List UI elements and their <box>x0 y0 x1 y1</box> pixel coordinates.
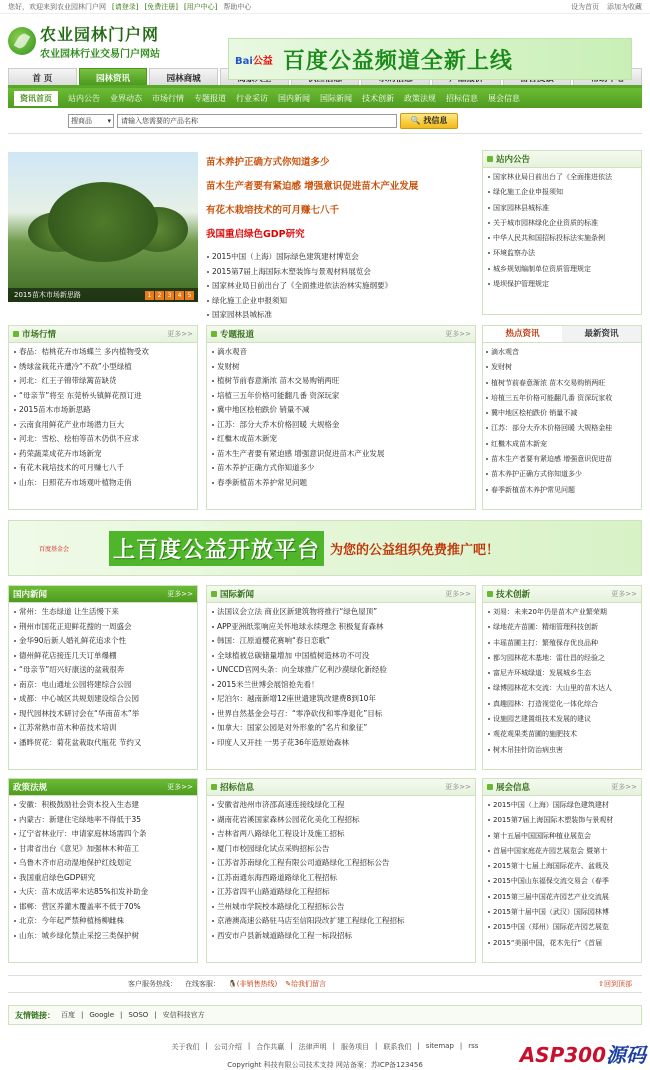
slide-dot[interactable]: 3 <box>165 291 174 300</box>
list-item[interactable]: 首届中国家庭花卉园艺展览会 暨第十 <box>487 844 637 859</box>
list-item[interactable]: 西安市户县新城道路绿化工程一标段招标 <box>211 929 471 944</box>
list-item[interactable]: 北京：今年起严禁种植杨柳雌株 <box>13 914 193 929</box>
leave-message-link[interactable]: ✎给我们留言 <box>285 980 327 988</box>
list-item[interactable]: 绣球盆栽花卉遭冷“不敌”小型绿植 <box>13 360 193 375</box>
list-item[interactable]: 我国重启绿色GDP研究 <box>13 871 193 886</box>
list-item[interactable]: 药荣蔬菜成花卉市场新宠 <box>13 447 193 462</box>
ad-headline: 上百度公益开放平台 <box>109 531 324 566</box>
subnav-item[interactable]: 国际新闻 <box>320 93 352 103</box>
list-item[interactable]: “母亲节”绍兴好康送的盆栽很奔 <box>13 663 193 678</box>
list-item[interactable]: 富尼卉环城绿道：发展城乡生态 <box>487 666 637 681</box>
footer-link[interactable]: 联系我们 <box>383 1043 412 1051</box>
list-item[interactable]: 辽宁省林业厅：申请家庭林场需四个条 <box>13 827 193 842</box>
list-item[interactable]: 刘易：未来20年仍是苗木产业繁荣期 <box>487 605 637 620</box>
list-item[interactable]: 2015第十届中国（武汉）国际园林博 <box>487 905 637 920</box>
list-item[interactable]: 国家园林县城标准 <box>206 308 476 323</box>
list-item[interactable]: 第十五届中国国际种植业展览会 <box>487 829 637 844</box>
header <box>0 14 650 74</box>
list-item[interactable]: 2015第三届中国花卉园艺产业交流展 <box>487 890 637 905</box>
bullet-icon <box>211 591 217 597</box>
list-item[interactable]: 冀中地区桧柏跌价 销量不减 <box>485 406 637 421</box>
list-item[interactable]: 城乡规划编制单位资质管理规定 <box>487 262 637 277</box>
list-item[interactable]: 尼泊尔：越南新增12座世遗建筑改建费8到10年 <box>211 692 471 707</box>
subnav-item[interactable]: 招标信息 <box>446 93 478 103</box>
list-item[interactable]: 滴水观音 <box>211 345 471 360</box>
list-item[interactable]: 厦门市校园绿化试点采购招标公告 <box>211 842 471 857</box>
list-item[interactable]: 韩国：江原道樱花赛响“春日恋歌” <box>211 634 471 649</box>
foundation-logo: 百度基金会 <box>39 545 70 553</box>
list-item[interactable]: 江苏省苏南绿化工程有限公司道路绿化工程招标公告 <box>211 856 471 871</box>
friend-link[interactable]: Google <box>89 1011 115 1019</box>
more-link[interactable]: 更多>> <box>445 783 471 791</box>
list-item[interactable]: 2015苗木市场新思路 <box>13 403 193 418</box>
list-item[interactable]: 2015第十七届上海国际花卉、盆栽及 <box>487 859 637 874</box>
friend-link[interactable]: SOSO <box>128 1011 149 1019</box>
more-link[interactable]: 更多>> <box>445 590 471 598</box>
bullet-icon <box>211 784 217 790</box>
back-to-top-link[interactable]: ⇧回到顶部 <box>598 980 632 988</box>
domestic-news-box <box>8 585 198 770</box>
list-item[interactable]: 南京：电山通址公园将建综合公园 <box>13 678 193 693</box>
list-item[interactable]: 冀中地区桧柏跌价 销量不减 <box>211 403 471 418</box>
logo-subtitle: 农业园林行业交易门户网站 <box>40 49 160 60</box>
list-item[interactable]: 金华90后新人婚礼鲜花追求个性 <box>13 634 193 649</box>
bullet-icon <box>487 784 493 790</box>
list-item[interactable]: 真趣园林：打造视觉化一体化综合 <box>487 697 637 712</box>
list-item[interactable]: 设施园艺建置组技术发展的建议 <box>487 712 637 727</box>
set-home-link[interactable]: 设为首页 <box>571 2 599 11</box>
list-item[interactable]: 成都：中心城区共规划建设综合公园 <box>13 692 193 707</box>
box-title: 展会信息 <box>496 783 531 793</box>
notice-box <box>482 150 642 315</box>
list-item[interactable]: 植树节前春意渐浓 苗木交易购销两旺 <box>211 374 471 389</box>
search-category-select[interactable]: 搜商品 ▾ <box>68 114 114 128</box>
box-title: 站内公告 <box>496 155 531 165</box>
list-item[interactable]: 江苏常熟市苗木种苗技术培训 <box>13 721 193 736</box>
list-item[interactable]: 国家林业局日前出台了《全面推进依法 <box>487 170 637 185</box>
list-item[interactable]: 苗木养护正确方式你知道多少 <box>485 467 637 482</box>
copyright: Copyright 科技有限公司技术支持 网站备案：苏ICP备123456 <box>227 1061 423 1069</box>
headline-list <box>206 250 476 323</box>
list-item[interactable]: 发财树 <box>211 360 471 375</box>
list-item[interactable]: 2015第7届上海国际木塑装饰与景观材 <box>487 813 637 828</box>
more-link[interactable]: 更多>> <box>611 590 637 598</box>
list-item[interactable]: 德州鲜花店接连几天订单爆棚 <box>13 649 193 664</box>
more-link[interactable]: 更多>> <box>167 783 193 791</box>
add-favorite-link[interactable]: 添加为收藏 <box>607 2 642 11</box>
slide-dot[interactable]: 5 <box>185 291 194 300</box>
list-item[interactable]: 2015中国山东福保交流交易会（春季 <box>487 874 637 889</box>
ad-banner[interactable] <box>8 520 642 576</box>
hot-news-box <box>482 325 642 510</box>
list-item[interactable]: 湖南花岩溪国家森林公园花化美化工程招标 <box>211 813 471 828</box>
header-banner[interactable] <box>228 38 632 80</box>
list-item[interactable]: 2015中国（郑州）国际花卉园艺展览 <box>487 920 637 935</box>
list-item[interactable]: 观花观果类苗圃的施肥技术 <box>487 727 637 742</box>
friend-link[interactable]: 百度 <box>61 1011 75 1019</box>
subnav-item[interactable]: 技术创新 <box>362 93 394 103</box>
search-icon: 🔍 <box>410 115 421 125</box>
list-item[interactable]: 江苏：部分大乔木价格回暖 大规格金桂 <box>485 421 637 436</box>
list-item[interactable]: “母亲节”将至 东莞桥头镇鲜花预订进 <box>13 389 193 404</box>
box-title: 技术创新 <box>496 590 531 600</box>
list-item[interactable]: 2015中国（上海）国际绿色建筑建材博览会 <box>206 250 476 265</box>
search-bar <box>8 108 642 134</box>
subnav-item[interactable]: 展会信息 <box>488 93 520 103</box>
list-item[interactable]: 培植三五年价格可能翻几番 资深玩家 <box>211 389 471 404</box>
box-title: 专题报道 <box>220 330 255 340</box>
box-title: 国际新闻 <box>220 590 255 600</box>
nav-mall[interactable]: 园林商城 <box>149 68 218 85</box>
list-item[interactable]: 都匀园林花木基地：雷仕昌的经验之 <box>487 651 637 666</box>
list-item[interactable]: 堤坝保护管理规定 <box>487 277 637 292</box>
list-item[interactable]: 春季新植苗木养护常见问题 <box>211 476 471 491</box>
footer: 关于我们 | 公司介绍 | 合作共赢 | 法律声明 | 服务项目 | 联系我们 | sitemap | rss Copyright 科技有限公司技术支持 网站备案：苏ICP备123456 <box>0 1042 650 1070</box>
help-link[interactable]: 帮助中心 <box>223 2 252 11</box>
headline-block <box>206 154 476 323</box>
list-item[interactable]: 内蒙古：新建住宅绿地率不得低于35 <box>13 813 193 828</box>
footer-link[interactable]: 合作共赢 <box>256 1043 285 1051</box>
more-link[interactable]: 更多>> <box>167 590 193 598</box>
footer-link[interactable]: 关于我们 <box>171 1043 200 1051</box>
list-item[interactable]: 安徽省池州市济邵高速连接线绿化工程 <box>211 798 471 813</box>
list-item[interactable]: 丰瑶苗圃主打：繁殖保存优良品种 <box>487 636 637 651</box>
footer-link[interactable]: sitemap <box>425 1042 454 1050</box>
headline-link[interactable]: 苗木养护正确方式你知道多少 <box>206 157 330 168</box>
list-item[interactable]: 山东：城乡绿化禁止采挖三类保护树 <box>13 929 193 944</box>
links-label: 友情链接： <box>15 1010 55 1020</box>
list-item[interactable]: 潘晔贸花：菊花盆栽取代瓶花 节约又 <box>13 736 193 751</box>
list-item[interactable]: 春品：桔桃花卉市场蝶兰 多内植物受欢 <box>13 345 193 360</box>
list-item[interactable]: 兰州城市学院校本路绿化工程招标公告 <box>211 900 471 915</box>
subnav-item[interactable]: 站内公告 <box>68 93 100 103</box>
list-item[interactable]: 苗木生产者要有紧迫感 增强意识促进苗 <box>485 452 637 467</box>
list-item[interactable]: 江苏省四平山路道路绿化工程招标 <box>211 885 471 900</box>
box-title: 政策法规 <box>13 783 48 793</box>
logo-title: 农业园林门户网 <box>40 25 160 44</box>
list-item[interactable]: UNCCD官网头条：向全球推广亿利沙漠绿化新经验 <box>211 663 471 678</box>
list-item[interactable]: 红檵木成苗木新宠 <box>211 432 471 447</box>
list-item[interactable]: 苗木养护正确方式你知道多少 <box>211 461 471 476</box>
list-item[interactable]: 有花木栽培技术的可月赚七八千 <box>13 461 193 476</box>
subnav-item[interactable]: 市场行情 <box>152 93 184 103</box>
list-item[interactable]: 甘肃省出台《意见》加强林木种苗工 <box>13 842 193 857</box>
headline-link[interactable]: 我国重启绿色GDP研究 <box>206 229 305 240</box>
list-item[interactable]: 世界自然基金会号召：“零净砍伐和零净退化”目标 <box>211 707 471 722</box>
expo-box <box>482 778 642 963</box>
tab-hot[interactable]: 热点资讯 <box>483 326 562 342</box>
list-item[interactable]: 绿化施工企业申报须知 <box>206 294 476 309</box>
top-bar <box>0 0 650 14</box>
search-button[interactable]: 🔍 找信息 <box>400 113 458 129</box>
list-item[interactable]: 安徽：积极鼓励社会资本投入生态建 <box>13 798 193 813</box>
list-item[interactable]: 国家园林县城标准 <box>487 201 637 216</box>
list-item[interactable]: 河北：雪松、桧柏等苗木仍供不应求 <box>13 432 193 447</box>
list-item[interactable]: 中华人民共和国招标投标法实施条例 <box>487 231 637 246</box>
list-item[interactable]: 大庆：苗木成活率未达85%扣发补助金 <box>13 885 193 900</box>
subnav-item[interactable]: 业界动态 <box>110 93 142 103</box>
subnav-item[interactable]: 专题报道 <box>194 93 226 103</box>
list-item[interactable]: 全球植被总碳储量增加 中国植树造林功不可没 <box>211 649 471 664</box>
list-item[interactable]: 乌鲁木齐市启动湿地保护红线划定 <box>13 856 193 871</box>
service-bar <box>8 975 642 993</box>
headline-link[interactable]: 有花木栽培技术的可月赚七八千 <box>206 205 340 216</box>
nav-home[interactable]: 首 页 <box>8 68 77 85</box>
qq-service-link[interactable]: 🐧(非销售热线) <box>228 980 278 988</box>
tech-box <box>482 585 642 770</box>
bullet-icon <box>211 331 217 337</box>
user-center-link[interactable]: [用户中心] <box>183 2 218 11</box>
subnav-item[interactable]: 政策法规 <box>404 93 436 103</box>
footer-link[interactable]: 法律声明 <box>298 1043 327 1051</box>
bullet-icon <box>487 591 493 597</box>
list-item[interactable]: 云南食用鲜花产业市场潜力巨大 <box>13 418 193 433</box>
tree-image <box>48 182 158 262</box>
list-item[interactable]: 邯郸：营区养灌木覆盖率不低于70% <box>13 900 193 915</box>
chevron-down-icon: ▾ <box>107 116 111 125</box>
market-box <box>8 325 198 510</box>
list-item[interactable]: 绿博园林花木交流：大山里的苗木达人 <box>487 681 637 696</box>
slide-dot[interactable]: 1 <box>145 291 154 300</box>
slide-caption: 2015苗木市场新思路 <box>8 288 198 302</box>
list-item[interactable]: 春季新植苗木养护常见问题 <box>485 483 637 498</box>
list-item[interactable]: 河北：红王子锦带绿篱苗缺货 <box>13 374 193 389</box>
arrow-up-icon: ⇧ <box>598 980 604 988</box>
tender-box <box>206 778 476 963</box>
list-item[interactable]: 苗木生产者要有紧迫感 增强意识促进苗木产业发展 <box>211 447 471 462</box>
list-item[interactable]: 京港澳高速公路驻马店至信阳段改扩建工程绿化工程招标 <box>211 914 471 929</box>
list-item[interactable]: 绿化施工企业申报须知 <box>487 185 637 200</box>
subnav-item[interactable]: 资讯首页 <box>14 91 58 106</box>
subnav-item[interactable]: 行业采访 <box>236 93 268 103</box>
list-item[interactable]: 关于城市园林绿化企业资质的标准 <box>487 216 637 231</box>
footer-link[interactable]: rss <box>468 1042 479 1050</box>
slideshow[interactable] <box>8 152 198 302</box>
list-item[interactable]: 江苏：部分大乔木价格回暖 大规格金 <box>211 418 471 433</box>
list-item[interactable]: 江苏南通东海西路道路绿化工程招标 <box>211 871 471 886</box>
welcome-text: 您好，欢迎来到农业园林门户网 <box>8 2 106 11</box>
qq-icon: 🐧 <box>228 980 237 988</box>
pencil-icon: ✎ <box>285 980 292 988</box>
list-item[interactable]: 法国议会立法 商业区新建筑物将推行“绿色屋顶” <box>211 605 471 620</box>
list-item[interactable]: 植树节前春意渐浓 苗木交易购销两旺 <box>485 376 637 391</box>
slide-dot[interactable]: 2 <box>155 291 164 300</box>
friend-links: 友情链接： 百度 | Google | SOSO | 安信科技官方 <box>8 1005 642 1025</box>
online-service-label: 在线客服： <box>185 980 220 988</box>
list-item[interactable]: 红檵木成苗木新宠 <box>485 437 637 452</box>
subnav-item[interactable]: 国内新闻 <box>278 93 310 103</box>
friend-link[interactable]: 安信科技官方 <box>162 1011 205 1019</box>
ad-subline: 为您的公益组织免费推广吧！ <box>330 542 500 558</box>
service-hotline-label: 客户服务热线： <box>128 980 177 988</box>
policy-box <box>8 778 198 963</box>
register-link[interactable]: [免费注册] <box>144 2 178 11</box>
list-item[interactable]: 发财树 <box>485 360 637 375</box>
list-item[interactable]: 吉林省两八路绿化工程设计及施工招标 <box>211 827 471 842</box>
list-item[interactable]: 2015“美丽中国，花木先行”《首届 <box>487 936 637 951</box>
list-item[interactable]: 加拿大：国家公园是对外形象的“名片和象征” <box>211 721 471 736</box>
box-title: 市场行情 <box>22 330 57 340</box>
list-item[interactable]: 国家林业局日前出台了《全面推进依法治林实施纲要》 <box>206 279 476 294</box>
list-item[interactable]: 印度人又开挂 一男子花36年造原始森林 <box>211 736 471 751</box>
list-item[interactable]: 培植三五年价格可能翻几番 资深玩家收 <box>485 391 637 406</box>
list-item[interactable]: 环境监察办法 <box>487 246 637 261</box>
search-input[interactable]: 请输入您需要的产品名称 <box>117 114 397 128</box>
bullet-icon <box>13 331 19 337</box>
list-item[interactable]: 2015中国（上海）国际绿色建筑建材 <box>487 798 637 813</box>
list-item[interactable]: 现代园林技术研讨会在“华南苗木”举 <box>13 707 193 722</box>
box-title: 招标信息 <box>220 783 255 793</box>
special-box <box>206 325 476 510</box>
list-item[interactable]: 常州：生态绿道 让生活慢下来 <box>13 605 193 620</box>
list-item[interactable]: APP亚洲纸浆响应关怀地球永续理念 积极复育森林 <box>211 620 471 635</box>
headline-link[interactable]: 苗木生产者要有紧迫感 增强意识促进苗木产业发展 <box>206 181 419 192</box>
more-link[interactable]: 更多>> <box>611 783 637 791</box>
footer-link[interactable]: 公司介绍 <box>213 1043 242 1051</box>
login-link[interactable]: [请登录] <box>112 2 139 11</box>
list-item[interactable]: 绿地花卉苗圃：精细管理科技创新 <box>487 620 637 635</box>
nav-news[interactable]: 园林资讯 <box>79 68 148 85</box>
footer-link[interactable]: 服务项目 <box>340 1043 369 1051</box>
watermark-logo: ASP300源码 <box>519 1043 646 1067</box>
tab-latest[interactable]: 最新资讯 <box>562 326 641 342</box>
more-link[interactable]: 更多>> <box>445 330 471 338</box>
list-item[interactable]: 滴水观音 <box>485 345 637 360</box>
list-item[interactable]: 2015米兰世博会展馆抢先看！ <box>211 678 471 693</box>
sub-nav <box>8 88 642 108</box>
more-link[interactable]: 更多>> <box>167 330 193 338</box>
leaf-icon <box>8 27 36 55</box>
banner-text: 百度公益频道全新上线 <box>282 48 513 74</box>
box-title: 国内新闻 <box>13 590 48 600</box>
slide-dot[interactable]: 4 <box>175 291 184 300</box>
list-item[interactable]: 荆州市国花正迎鲜花搜的一周盛会 <box>13 620 193 635</box>
list-item[interactable]: 山东：日照花卉市场观叶植物走俏 <box>13 476 193 491</box>
list-item[interactable]: 树木吊挂针防治病虫害 <box>487 743 637 758</box>
baidu-logo: Bai公益 <box>235 55 273 67</box>
intl-news-box <box>206 585 476 770</box>
site-logo[interactable] <box>8 22 208 60</box>
bullet-icon <box>487 156 493 162</box>
list-item[interactable]: 2015第7届上海国际木塑装饰与景观材料展览会 <box>206 265 476 280</box>
